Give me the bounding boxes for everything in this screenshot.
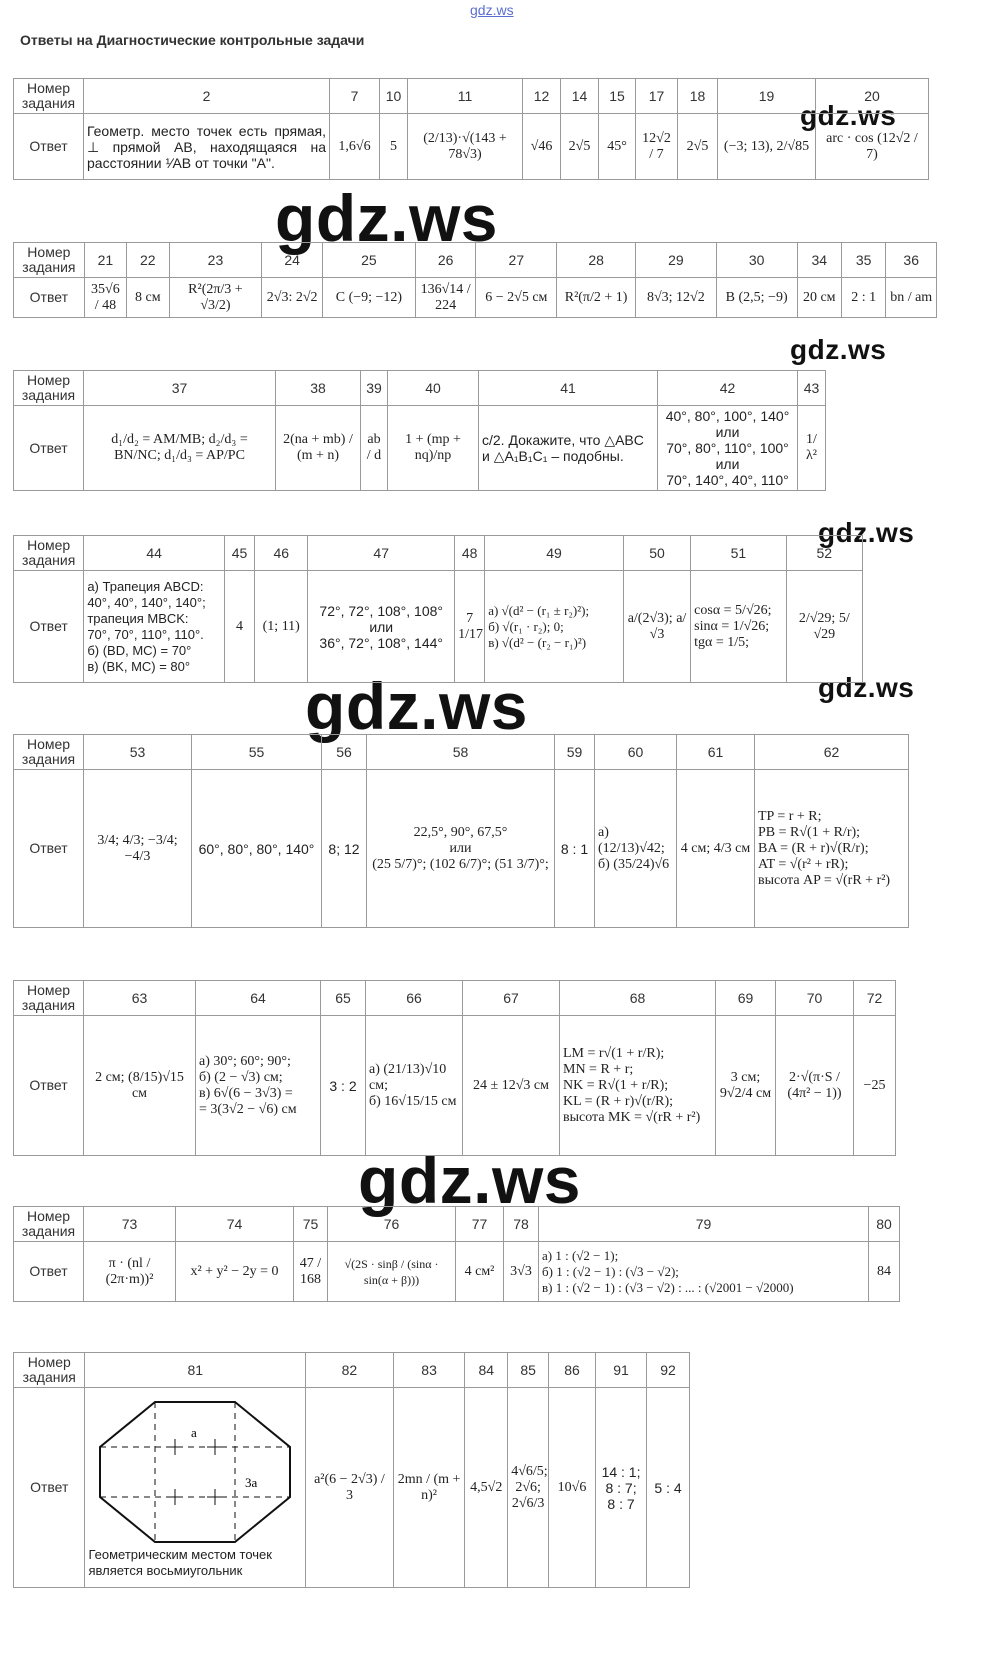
task-number: 62 [755,735,909,770]
task-number: 83 [393,1353,464,1388]
answer-cell: 45° [607,138,627,154]
answer-cell: d₁/d₂ = AM/MB; d₂/d₃ = BN/NC; d₁/d₃ = AP/PC [111,432,248,463]
header-label: Номер задания [14,1353,85,1388]
answers-table-4 [13,535,863,683]
answer-cell: (−3; 13), 2/√85 [723,138,810,154]
answer-cell: а) √(d² − (r₁ ± r₂)²); б) √(r₁ · r₂); 0; в) √(d² − (r₂ − r₁)²) [488,602,590,650]
task-number: 24 [262,243,323,278]
task-number: 63 [84,981,196,1016]
answer-cell: TP = r + R; PB = R√(1 + R/r); BA = (R + r)√(R/r); AT = √(r² + rR); высота AP = √(rR + r²) [758,808,891,888]
answer-cell: 2/√29; 5/√29 [798,610,850,642]
task-number: 55 [192,735,322,770]
task-number: 28 [557,243,636,278]
task-number: 36 [886,243,937,278]
task-number: 64 [196,981,321,1016]
task-number: 61 [677,735,755,770]
answers-table-5 [13,734,909,928]
answer-cell: 35√6 / 48 [91,281,120,313]
header-label: Номер задания [14,735,84,770]
task-number: 46 [255,536,308,571]
answer-label: Ответ [14,406,84,491]
task-number: 66 [366,981,463,1016]
answer-cell: cosα = 5/√26; sinα = 1/√26; tgα = 1/5; [694,602,772,650]
answer-cell: 5 : 4 [654,1479,682,1496]
task-number: 74 [176,1207,294,1242]
answer-cell: 72°, 72°, 108°, 108° или 36°, 72°, 108°, 144° [319,602,444,651]
answer-cell: 2·√(π·S / (4π² − 1)) [787,1069,842,1101]
task-number: 45 [224,536,254,571]
task-number: 59 [555,735,595,770]
page-title: Ответы на Диагностические контрольные задачи [20,32,365,48]
task-number: 80 [869,1207,900,1242]
answer-cell: 20 см [802,289,836,305]
answer-cell: 2mn / (m + n)² [397,1471,461,1503]
answer-cell: B (2,5; −9) [725,289,788,305]
task-number: 20 [816,79,929,114]
octagon-diagram [95,1397,295,1547]
watermark: gdz.ws [790,334,887,365]
answer-cell: 1/λ² [806,432,817,463]
answer-cell: 3 см; 9√2/4 см [719,1069,772,1101]
answers-table-8 [13,1352,690,1588]
task-number: 41 [479,371,658,406]
task-number: 26 [415,243,476,278]
answer-cell: 40°, 80°, 100°, 140° или 70°, 80°, 110°, 100° или 70°, 140°, 40°, 110° [665,408,790,488]
task-number: 49 [485,536,624,571]
answer-cell: 3√3 [510,1263,532,1279]
task-number: 21 [84,243,126,278]
answer-cell: 4,5√2 [470,1479,503,1495]
header-label: Номер задания [14,243,85,278]
task-number: 56 [322,735,367,770]
task-number: 35 [841,243,885,278]
task-number: 84 [465,1353,508,1388]
answer-cell: 1 + (mp + nq)/np [405,432,461,463]
task-number: 68 [560,981,716,1016]
answer-cell: 8 : 1 [560,840,589,857]
task-number: 7 [330,79,380,114]
answer-cell: 2(na + mb) / (m + n) [283,432,353,463]
task-number: 43 [798,371,826,406]
answer-cell: 3 : 2 [329,1077,357,1094]
task-number: 69 [716,981,776,1016]
answer-cell: a²(6 − 2√3) / 3 [314,1471,385,1503]
answer-cell: −25 [863,1077,886,1093]
header-label: Номер задания [14,536,84,571]
answer-label: Ответ [14,114,84,180]
header-label: Номер задания [14,1207,84,1242]
task-number: 14 [561,79,599,114]
answer-cell: 2√5 [686,138,709,154]
answer-cell: 12√2 / 7 [642,130,671,162]
task-number: 82 [306,1353,394,1388]
answer-cell: 5 [390,138,397,154]
task-number: 30 [716,243,797,278]
answer-cell: 84 [877,1263,891,1279]
answer-label: Ответ [14,770,84,928]
answer-cell: а) 1 : (√2 − 1); б) 1 : (√2 − 1) : (√3 − √2); в) 1 : (√2 − 1) : (√3 − √2) : ... : (√2001 − √2000) [542,1247,794,1295]
answer-cell: а) 30°; 60°; 90°; б) (2 − √3) см; в) 6√(6 − 3√3) = = 3(3√2 − √6) см [199,1053,297,1117]
watermark: gdz.ws [800,100,897,131]
label-3a: 3a [245,1474,258,1490]
task-number: 42 [658,371,798,406]
task-number: 15 [599,79,636,114]
octagon-caption: Геометрическим местом точек является восьмиугольник [88,1546,272,1578]
answer-cell: π · (nl / (2π·m))² [105,1255,154,1287]
task-number: 12 [523,79,561,114]
answer-cell: 136√14 / 224 [420,281,471,313]
task-number: 27 [476,243,557,278]
task-number: 2 [84,79,330,114]
answer-label: Ответ [14,1388,85,1588]
answer-cell: (2/13)·√(143 + 78√3) [423,130,507,162]
answers-table-1 [13,78,929,180]
answer-label: Ответ [14,571,84,683]
task-number: 18 [678,79,718,114]
label-a: a [191,1424,198,1440]
answer-cell: arc · cos (12√2 / 7) [826,130,918,162]
task-number: 81 [85,1353,306,1388]
answer-cell: 2√5 [568,138,591,154]
answer-cell: 6 − 2√5 см [485,289,548,305]
answer-cell: (1; 11) [262,618,300,634]
task-number: 17 [636,79,678,114]
answer-cell: c/2. Докажите, что △ABC и △A₁B₁C₁ – подобны. [482,432,644,464]
task-number: 23 [169,243,262,278]
answer-cell: bn / am [890,289,933,305]
answer-cell: √(2S · sinβ / (sinα · sin(α + β))) [344,1256,439,1287]
task-number: 72 [854,981,896,1016]
watermark-top[interactable]: gdz.ws [470,2,514,18]
task-number: 39 [361,371,388,406]
task-number: 48 [455,536,485,571]
task-number: 77 [456,1207,504,1242]
task-number: 86 [549,1353,596,1388]
answer-cell: 22,5°, 90°, 67,5° или (25 5/7)°; (102 6/7)°; (51 3/7)°; [372,824,549,872]
task-number: 78 [504,1207,539,1242]
task-number: 60 [595,735,677,770]
answer-cell: 4√6/5; 2√6; 2√6/3 [511,1463,548,1511]
answer-cell: R²(2π/3 + √3/2) [188,281,243,313]
answer-cell: а) (12/13)√42; б) (35/24)√6 [598,824,670,872]
answer-cell: 10√6 [557,1479,587,1495]
answer-cell: а) Трапеция ABCD: 40°, 40°, 140°, 140°; трапеция MBCK: 70°, 70°, 110°, 110°. б) (BD, MC) = 70° в) (BK, MC) = 80° [87,578,206,674]
task-number: 92 [647,1353,690,1388]
answer-cell: 4 [236,618,244,634]
answer-label: Ответ [14,278,85,318]
answer-cell: 8√3; 12√2 [646,289,705,305]
task-number: 58 [367,735,555,770]
answer-cell: a/(2√3); a/√3 [627,610,687,642]
task-number: 25 [322,243,415,278]
task-number: 85 [508,1353,549,1388]
task-number: 22 [127,243,169,278]
answer-cell: LM = r√(1 + r/R); MN = R + r; NK = R√(1 + r/R); KL = (R + r)√(r/R); высота MK = √(rR + r²) [563,1045,701,1125]
answers-table-2 [13,242,937,318]
task-number: 37 [84,371,276,406]
task-number: 38 [276,371,361,406]
task-number: 53 [84,735,192,770]
answer-cell: 3/4; 4/3; −3/4; −4/3 [97,832,178,864]
watermark: gdz.ws [275,181,499,255]
task-number: 19 [718,79,816,114]
answer-cell: 47 / 168 [299,1255,322,1287]
task-number: 52 [786,536,862,571]
answer-cell: 2 см; (8/15)√15 см [95,1069,184,1101]
answer-cell: 2√3: 2√2 [266,289,318,305]
answer-cell: 14 : 1; 8 : 7; 8 : 7 [601,1463,641,1512]
task-number: 47 [308,536,455,571]
answer-label: Ответ [14,1242,84,1302]
watermark: gdz.ws [818,517,915,548]
answer-cell: 24 ± 12√3 см [473,1077,549,1093]
answer-cell: 7 1/17 [458,610,483,642]
task-number: 67 [463,981,560,1016]
watermark: gdz.ws [358,1143,582,1217]
answer-cell: 60°, 80°, 80°, 140° [198,840,315,857]
task-number: 40 [388,371,479,406]
task-number: 75 [294,1207,328,1242]
answers-table-3 [13,370,826,491]
task-number: 65 [321,981,366,1016]
task-number: 73 [84,1207,176,1242]
answer-cell: 4 см² [464,1263,495,1279]
header-label: Номер задания [14,371,84,406]
task-number: 76 [328,1207,456,1242]
answer-cell: C (−9; −12) [335,289,403,305]
task-number: 11 [408,79,523,114]
task-number: 70 [776,981,854,1016]
task-number: 50 [623,536,690,571]
answers-table-7 [13,1206,900,1302]
task-number: 34 [797,243,841,278]
watermark: gdz.ws [818,672,915,703]
answer-label: Ответ [14,1016,84,1156]
answer-cell: Геометр. место точек есть прямая, ⊥ прямой AB, находящаяся на расстоянии ¹∕AB от точки "А". [87,122,326,171]
answer-cell: 8; 12 [328,840,360,857]
watermark: gdz.ws [305,669,529,743]
answer-cell: R²(π/2 + 1) [564,289,628,305]
answer-cell: x² + y² − 2y = 0 [190,1263,279,1279]
task-number: 10 [380,79,408,114]
answer-cell: 4 см; 4/3 см [680,840,751,856]
answer-cell: √46 [530,138,553,154]
task-number: 79 [539,1207,869,1242]
header-label: Номер задания [14,981,84,1016]
task-number: 29 [635,243,716,278]
task-number: 44 [84,536,225,571]
answer-cell: 8 см [135,289,161,305]
task-number: 51 [691,536,786,571]
header-label: Номер задания [14,79,84,114]
answer-cell: 1,6√6 [338,138,371,154]
task-number: 91 [596,1353,647,1388]
answer-cell: ab / d [366,432,382,463]
answers-table-6 [13,980,896,1156]
octagon-shape [100,1402,290,1542]
answer-cell: 2 : 1 [851,289,877,305]
answer-cell: а) (21/13)√10 см; б) 16√15/15 см [369,1061,457,1109]
octagon-figure [95,1397,295,1547]
